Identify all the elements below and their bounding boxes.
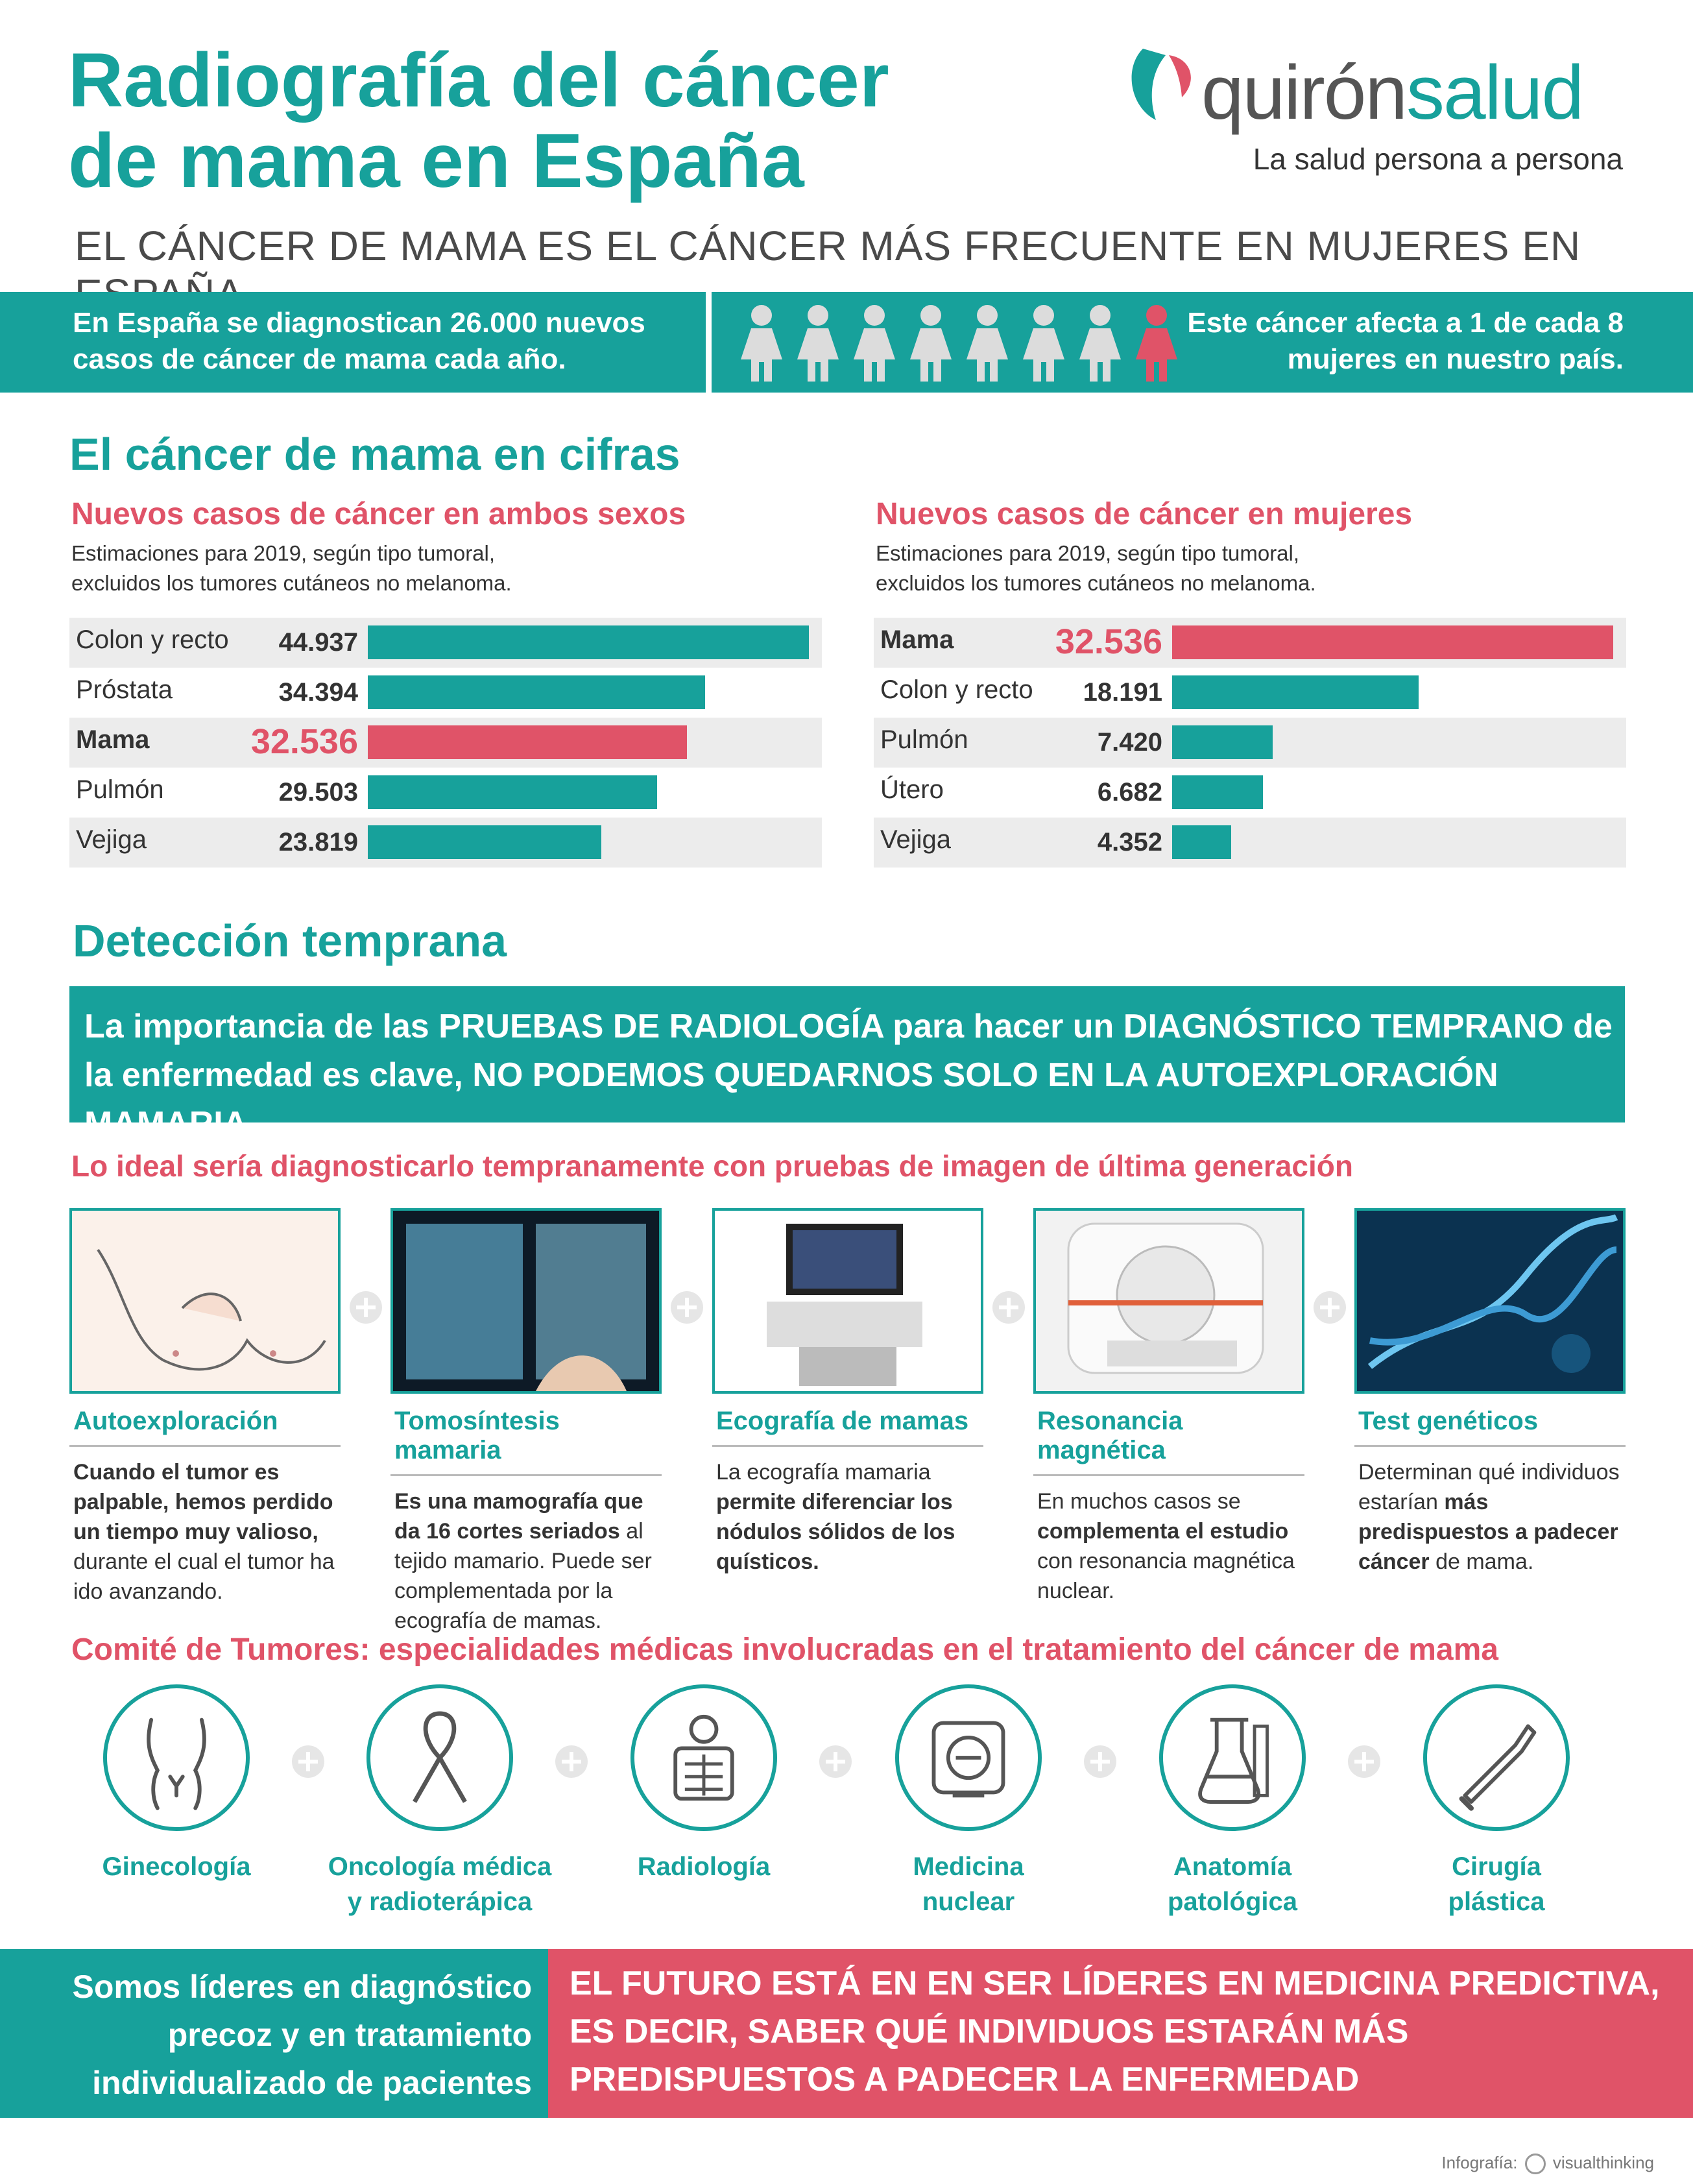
ambos-row <box>69 768 822 818</box>
woman-icon <box>739 304 784 382</box>
value-label: 6.682 <box>1097 778 1162 807</box>
bar <box>368 775 657 809</box>
banner-right-text: Este cáncer afecta a 1 de cada 8 mujeres en nuestro país. <box>1187 307 1624 375</box>
brand-tagline: La salud persona a persona <box>1253 142 1623 176</box>
banner-left-text: En España se diagnostican 26.000 nuevos casos de cáncer de mama cada año. <box>73 307 645 375</box>
ambos-row <box>69 618 822 668</box>
card-ultrasound-machine <box>712 1208 983 1577</box>
credit <box>1441 2153 1654 2174</box>
card-title: Test genéticos <box>1354 1407 1626 1447</box>
card-description <box>69 1457 341 1607</box>
specialty-label-line1: Oncología médica <box>328 1852 552 1881</box>
specialty-female-body <box>99 1684 254 1884</box>
mujeres-row <box>874 768 1626 818</box>
category-label: Próstata <box>76 675 173 704</box>
credit-label: Infografía: <box>1441 2153 1518 2172</box>
woman-icon <box>909 304 953 382</box>
value-label: 34.394 <box>278 678 358 707</box>
specialty-label-line1: Medicina <box>913 1852 1024 1881</box>
description-part: Determinan qué individuos estarían <box>1358 1460 1620 1514</box>
description-part: Cuando el tumor es palpable, hemos perdido un tiempo muy valioso, <box>73 1460 333 1544</box>
bar <box>368 675 705 709</box>
lab-flask-icon <box>1159 1684 1306 1831</box>
scanner-icon <box>895 1684 1042 1831</box>
plus-icon <box>819 1745 852 1778</box>
card-title: Resonancia magnética <box>1033 1407 1304 1476</box>
category-label: Mama <box>76 725 150 754</box>
description-part: complementa el estudio <box>1037 1519 1289 1544</box>
description-part: La ecografía mamaria <box>716 1460 931 1485</box>
specialty-label <box>574 1849 834 1884</box>
woman-icon <box>965 304 1009 382</box>
description-part: de mama. <box>1429 1549 1534 1574</box>
category-label: Colon y recto <box>76 625 229 654</box>
specialty-label-line1: Radiología <box>637 1852 771 1881</box>
visualthinking-icon <box>1525 2154 1546 2174</box>
card-mri-scanner <box>1033 1208 1304 1606</box>
mujeres-row <box>874 618 1626 668</box>
woman-icon <box>852 304 896 382</box>
mujeres-row <box>874 668 1626 718</box>
specialty-label-line1: Cirugía <box>1452 1852 1541 1881</box>
specialty-scanner <box>891 1684 1046 1919</box>
woman-icon <box>1078 304 1122 382</box>
card-mammography <box>390 1208 662 1636</box>
title-line-1: Radiografía del cáncer <box>68 38 889 123</box>
page-title <box>68 38 889 204</box>
mujeres-row <box>874 818 1626 868</box>
card-dna <box>1354 1208 1626 1577</box>
card-description <box>1033 1486 1304 1606</box>
self-exam-illustration <box>69 1208 341 1394</box>
plus-icon <box>350 1291 382 1324</box>
brand-name: quirónsalud <box>1201 50 1583 136</box>
specialty-label-line1: Ginecología <box>102 1852 251 1881</box>
brand-leaf-icon <box>1130 42 1201 127</box>
right-chart-title: Nuevos casos de cáncer en mujeres <box>876 497 1413 531</box>
card-description <box>712 1457 983 1577</box>
value-label: 4.352 <box>1097 828 1162 856</box>
ambos-row <box>69 818 822 868</box>
plus-icon <box>992 1291 1025 1324</box>
cifras-heading: El cáncer de mama en cifras <box>69 429 680 479</box>
description-part: durante el cual el tumor ha ido avanzando. <box>73 1549 335 1604</box>
description-part: permite diferenciar los nódulos sólidos de los quísticos. <box>716 1490 955 1574</box>
ambos-row <box>69 668 822 718</box>
specialty-label <box>839 1849 1098 1919</box>
category-label: Colon y recto <box>880 675 1033 704</box>
banner-divider <box>706 292 712 393</box>
specialty-label-line2: plástica <box>1448 1887 1545 1916</box>
plus-icon <box>1084 1745 1116 1778</box>
card-title: Ecografía de mamas <box>712 1407 983 1447</box>
dna-image <box>1354 1208 1626 1394</box>
category-label: Útero <box>880 775 944 804</box>
category-label: Vejiga <box>880 825 951 854</box>
bar <box>368 625 809 659</box>
specialty-label-line2: y radioterápica <box>347 1887 533 1916</box>
bar <box>1172 775 1263 809</box>
specialty-scalpel <box>1419 1684 1574 1919</box>
importance-text: La importancia de las PRUEBAS DE RADIOLOGÍA para hacer un DIAGNÓSTICO TEMPRANO de la enfermedad es clave, NO PODEMOS QUEDARNOS SOLO EN LA AUTOEXPLORACIÓN MAMARIA. <box>84 1008 1613 1143</box>
description-part: Es una mamografía que da 16 cortes seriados <box>394 1489 643 1544</box>
specialty-awareness-ribbon <box>328 1684 552 1919</box>
bar <box>368 825 601 859</box>
description-part: con resonancia magnética nuclear. <box>1037 1549 1295 1603</box>
specialty-label-line2: nuclear <box>922 1887 1015 1916</box>
category-label: Pulmón <box>880 725 968 754</box>
bar <box>1172 625 1613 659</box>
value-label: 7.420 <box>1097 728 1162 757</box>
footer-right-text: EL FUTURO ESTÁ EN EN SER LÍDERES EN MEDICINA PREDICTIVA, ES DECIR, SABER QUÉ INDIVIDUOS ESTARÁN MÁS PREDISPUESTOS A PADECER LA ENFERMEDAD <box>570 1965 1660 2098</box>
description-part: al tejido mamario. Puede ser complementada por la ecografía de mamas. <box>394 1519 652 1633</box>
card-self-exam <box>69 1208 341 1607</box>
bar <box>368 725 687 759</box>
specialty-label-line1: Anatomía <box>1173 1852 1292 1881</box>
woman-icon <box>796 304 840 382</box>
xray-person-icon <box>630 1684 777 1831</box>
female-body-icon <box>103 1684 250 1831</box>
bar <box>1172 825 1231 859</box>
category-label: Mama <box>880 625 954 654</box>
brand-logo <box>1130 36 1623 185</box>
mujeres-row <box>874 718 1626 768</box>
card-title: Tomosíntesis mamaria <box>390 1407 662 1476</box>
category-label: Pulmón <box>76 775 164 804</box>
specialty-label <box>1367 1849 1626 1919</box>
left-chart-note: Estimaciones para 2019, según tipo tumoral, excluidos los tumores cutáneos no melanoma. <box>71 541 512 595</box>
plus-icon <box>555 1745 588 1778</box>
bar <box>1172 675 1419 709</box>
specialty-xray-person <box>626 1684 782 1884</box>
subtitle: EL CÁNCER DE MAMA ES EL CÁNCER MÁS FRECUENTE EN MUJERES EN <box>75 223 1581 269</box>
awareness-ribbon-icon <box>366 1684 513 1831</box>
card-title: Autoexploración <box>69 1407 341 1447</box>
card-description <box>1354 1457 1626 1577</box>
scalpel-icon <box>1423 1684 1570 1831</box>
credit-brand: visualthinking <box>1552 2153 1654 2172</box>
title-line-2: de mama en España <box>68 118 804 204</box>
value-label: 18.191 <box>1083 678 1162 707</box>
value-label: 23.819 <box>278 828 358 856</box>
mammography-image <box>390 1208 662 1394</box>
description-part: más predispuestos a padecer cáncer <box>1358 1490 1618 1574</box>
comite-heading: Comité de Tumores: especialidades médicas involucradas en el tratamiento del cáncer de mama <box>71 1632 1498 1667</box>
specialty-label-line2: patológica <box>1167 1887 1298 1916</box>
value-label: 32.536 <box>1055 622 1162 661</box>
value-label: 29.503 <box>278 778 358 807</box>
specialty-label <box>1103 1849 1362 1919</box>
value-label: 32.536 <box>250 722 358 761</box>
card-description <box>390 1486 662 1636</box>
ideal-heading: Lo ideal sería diagnosticarlo tempranamente con pruebas de imagen de última generación <box>71 1149 1353 1183</box>
ultrasound-machine-image <box>712 1208 983 1394</box>
description-part: En muchos casos se <box>1037 1489 1241 1514</box>
plus-icon <box>292 1745 324 1778</box>
plus-icon <box>1348 1745 1380 1778</box>
specialty-lab-flask <box>1155 1684 1310 1919</box>
specialty-label <box>47 1849 306 1884</box>
category-label: Vejiga <box>76 825 147 854</box>
specialty-label <box>310 1849 570 1919</box>
plus-icon <box>1314 1291 1346 1324</box>
woman-icon <box>1022 304 1066 382</box>
bar <box>1172 725 1273 759</box>
ambos-row <box>69 718 822 768</box>
right-chart-note: Estimaciones para 2019, según tipo tumoral, excluidos los tumores cutáneos no melanoma. <box>876 541 1316 595</box>
footer-left-text: Somos líderes en diagnóstico precoz y en tratamiento individualizado de pacientes <box>72 1969 532 2101</box>
deteccion-heading: Detección temprana <box>73 916 507 966</box>
plus-icon <box>671 1291 703 1324</box>
mri-scanner-image <box>1033 1208 1304 1394</box>
left-chart-title: Nuevos casos de cáncer en ambos sexos <box>71 497 686 531</box>
value-label: 44.937 <box>278 628 358 657</box>
